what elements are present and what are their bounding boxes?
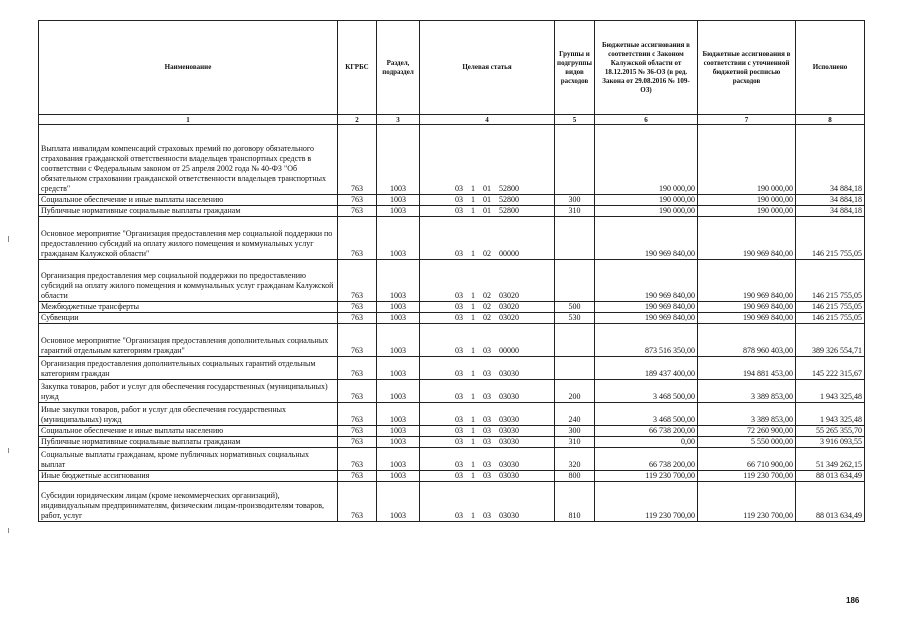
row-law-allocation: 3 468 500,00 (595, 403, 698, 426)
row-executed: 146 215 755,05 (796, 302, 865, 313)
header-refined-allocations: Бюджетные ассигнования в соответствии с уточненной бюджетной росписью расходов (698, 21, 796, 115)
row-refined-allocation: 190 969 840,00 (698, 217, 796, 260)
header-target-article: Целевая статья (420, 21, 555, 115)
margin-mark (8, 236, 9, 242)
row-refined-allocation: 3 389 853,00 (698, 403, 796, 426)
row-section: 1003 (377, 260, 420, 302)
row-section: 1003 (377, 302, 420, 313)
row-kgrbs: 763 (338, 471, 377, 482)
row-law-allocation: 190 000,00 (595, 125, 698, 195)
table-row (39, 437, 865, 448)
row-kgrbs: 763 (338, 380, 377, 403)
row-executed: 146 215 755,05 (796, 260, 865, 302)
row-name: Выплата инвалидам компенсаций страховых премий по договору обязательного страхования гражданской ответственности владельцев транспортных средств в соответствии с Федеральным законом от 25 апреля 2002 года № 40-ФЗ "Об обязательном страховании гражданской ответственности владельцев транспортных средств" (39, 125, 338, 195)
table-row (39, 448, 865, 471)
row-refined-allocation: 190 000,00 (698, 125, 796, 195)
table-row (39, 403, 865, 426)
row-law-allocation: 190 969 840,00 (595, 313, 698, 324)
col-number: 2 (338, 115, 377, 125)
row-refined-allocation: 190 000,00 (698, 195, 796, 206)
row-executed: 146 215 755,05 (796, 313, 865, 324)
table-row (39, 426, 865, 437)
row-executed: 55 265 355,70 (796, 426, 865, 437)
row-expense-group: 320 (555, 448, 595, 471)
row-kgrbs: 763 (338, 324, 377, 357)
row-expense-group: 300 (555, 426, 595, 437)
row-target-article: 03 1 01 52800 (420, 195, 555, 206)
row-law-allocation: 873 516 350,00 (595, 324, 698, 357)
row-name: Основное мероприятие "Организация предоставления мер социальной поддержки по предоставлению субсидий на оплату жилого помещения и коммунальных услуг гражданам Калужской области" (39, 217, 338, 260)
row-refined-allocation: 190 969 840,00 (698, 260, 796, 302)
row-kgrbs: 763 (338, 357, 377, 380)
row-section: 1003 (377, 357, 420, 380)
header-number-row (39, 115, 865, 125)
row-section: 1003 (377, 324, 420, 357)
table-row (39, 125, 865, 195)
row-expense-group: 500 (555, 302, 595, 313)
row-executed: 3 916 093,55 (796, 437, 865, 448)
row-expense-group (555, 260, 595, 302)
row-name: Основное мероприятие "Организация предоставления дополнительных социальных гарантий отдельным категориям граждан" (39, 324, 338, 357)
row-target-article: 03 1 03 03030 (420, 448, 555, 471)
row-executed: 34 884,18 (796, 206, 865, 217)
row-law-allocation: 66 738 200,00 (595, 448, 698, 471)
row-kgrbs: 763 (338, 302, 377, 313)
table-row (39, 302, 865, 313)
row-expense-group (555, 217, 595, 260)
col-number: 8 (796, 115, 865, 125)
row-law-allocation: 0,00 (595, 437, 698, 448)
row-refined-allocation: 194 881 453,00 (698, 357, 796, 380)
table-row (39, 471, 865, 482)
row-kgrbs: 763 (338, 313, 377, 324)
margin-mark (8, 528, 9, 533)
row-name: Организация предоставления мер социальной поддержки по предоставлению субсидий на оплату жилого помещения и коммунальных услуг гражданам Калужской области (39, 260, 338, 302)
row-kgrbs: 763 (338, 195, 377, 206)
row-target-article: 03 1 03 00000 (420, 324, 555, 357)
row-kgrbs: 763 (338, 482, 377, 522)
page-number: 186 (846, 596, 860, 605)
row-target-article: 03 1 03 03030 (420, 357, 555, 380)
row-target-article: 03 1 03 03030 (420, 471, 555, 482)
header-name: Наименование (39, 21, 338, 115)
row-target-article: 03 1 01 52800 (420, 125, 555, 195)
table-row (39, 217, 865, 260)
row-name: Иные бюджетные ассигнования (39, 471, 338, 482)
table-row (39, 380, 865, 403)
row-kgrbs: 763 (338, 448, 377, 471)
row-expense-group: 310 (555, 437, 595, 448)
table-row (39, 482, 865, 522)
row-law-allocation: 3 468 500,00 (595, 380, 698, 403)
row-refined-allocation: 119 230 700,00 (698, 482, 796, 522)
row-section: 1003 (377, 125, 420, 195)
row-name: Социальное обеспечение и иные выплаты населению (39, 195, 338, 206)
table-row (39, 206, 865, 217)
row-executed: 88 013 634,49 (796, 482, 865, 522)
row-executed: 389 326 554,71 (796, 324, 865, 357)
budget-table (38, 20, 865, 522)
row-kgrbs: 763 (338, 217, 377, 260)
row-section: 1003 (377, 195, 420, 206)
row-expense-group: 810 (555, 482, 595, 522)
row-section: 1003 (377, 403, 420, 426)
row-section: 1003 (377, 448, 420, 471)
row-kgrbs: 763 (338, 437, 377, 448)
row-refined-allocation: 190 969 840,00 (698, 313, 796, 324)
table-row (39, 313, 865, 324)
row-target-article: 03 1 03 03030 (420, 426, 555, 437)
row-expense-group (555, 357, 595, 380)
row-target-article: 03 1 03 03030 (420, 437, 555, 448)
row-name: Закупка товаров, работ и услуг для обеспечения государственных (муниципальных) нужд (39, 380, 338, 403)
row-section: 1003 (377, 471, 420, 482)
table-row (39, 260, 865, 302)
row-target-article: 03 1 01 52800 (420, 206, 555, 217)
row-expense-group: 800 (555, 471, 595, 482)
header-law-allocations: Бюджетные ассигнования в соответствии с Законом Калужской области от 18.12.2015 № 36-ОЗ (в ред. Закона от 29.08.2016 № 109-ОЗ) (595, 21, 698, 115)
row-section: 1003 (377, 380, 420, 403)
row-refined-allocation: 190 000,00 (698, 206, 796, 217)
row-name: Публичные нормативные социальные выплаты гражданам (39, 206, 338, 217)
col-number: 4 (420, 115, 555, 125)
row-expense-group: 200 (555, 380, 595, 403)
row-name: Субсидии юридическим лицам (кроме некоммерческих организаций), индивидуальным предпринимателям, физическим лицам-производителям товаров, работ, услуг (39, 482, 338, 522)
header-executed: Исполнено (796, 21, 865, 115)
col-number: 5 (555, 115, 595, 125)
row-expense-group: 300 (555, 195, 595, 206)
row-refined-allocation: 5 550 000,00 (698, 437, 796, 448)
row-section: 1003 (377, 426, 420, 437)
row-refined-allocation: 119 230 700,00 (698, 471, 796, 482)
row-executed: 34 884,18 (796, 125, 865, 195)
row-name: Социальные выплаты гражданам, кроме публичных нормативных социальных выплат (39, 448, 338, 471)
row-kgrbs: 763 (338, 426, 377, 437)
row-law-allocation: 190 969 840,00 (595, 302, 698, 313)
row-refined-allocation: 878 960 403,00 (698, 324, 796, 357)
col-number: 3 (377, 115, 420, 125)
row-expense-group: 310 (555, 206, 595, 217)
margin-mark (8, 448, 9, 453)
row-law-allocation: 190 969 840,00 (595, 260, 698, 302)
row-name: Социальное обеспечение и иные выплаты населению (39, 426, 338, 437)
row-refined-allocation: 72 260 900,00 (698, 426, 796, 437)
row-kgrbs: 763 (338, 260, 377, 302)
row-section: 1003 (377, 437, 420, 448)
row-executed: 1 943 325,48 (796, 380, 865, 403)
row-expense-group: 240 (555, 403, 595, 426)
row-law-allocation: 190 969 840,00 (595, 217, 698, 260)
header-row (39, 21, 865, 115)
row-target-article: 03 1 02 03020 (420, 313, 555, 324)
row-law-allocation: 119 230 700,00 (595, 471, 698, 482)
col-number: 1 (39, 115, 338, 125)
row-section: 1003 (377, 313, 420, 324)
row-target-article: 03 1 02 03020 (420, 302, 555, 313)
row-expense-group: 530 (555, 313, 595, 324)
row-section: 1003 (377, 482, 420, 522)
row-expense-group (555, 125, 595, 195)
table-row (39, 357, 865, 380)
row-refined-allocation: 66 710 900,00 (698, 448, 796, 471)
row-law-allocation: 190 000,00 (595, 206, 698, 217)
header-section: Раздел, подраздел (377, 21, 420, 115)
header-expense-groups: Группы и подгруппы видов расходов (555, 21, 595, 115)
col-number: 7 (698, 115, 796, 125)
table-row (39, 195, 865, 206)
row-executed: 51 349 262,15 (796, 448, 865, 471)
row-kgrbs: 763 (338, 403, 377, 426)
row-executed: 146 215 755,05 (796, 217, 865, 260)
row-law-allocation: 189 437 400,00 (595, 357, 698, 380)
row-name: Межбюджетные трансферты (39, 302, 338, 313)
header-kgrbs: КГРБС (338, 21, 377, 115)
row-expense-group (555, 324, 595, 357)
row-refined-allocation: 3 389 853,00 (698, 380, 796, 403)
row-name: Субвенции (39, 313, 338, 324)
row-name: Иные закупки товаров, работ и услуг для обеспечения государственных (муниципальных) нужд (39, 403, 338, 426)
row-target-article: 03 1 03 03030 (420, 380, 555, 403)
row-target-article: 03 1 02 00000 (420, 217, 555, 260)
row-law-allocation: 119 230 700,00 (595, 482, 698, 522)
col-number: 6 (595, 115, 698, 125)
row-section: 1003 (377, 206, 420, 217)
row-executed: 34 884,18 (796, 195, 865, 206)
row-executed: 145 222 315,67 (796, 357, 865, 380)
table-row (39, 324, 865, 357)
row-executed: 88 013 634,49 (796, 471, 865, 482)
row-section: 1003 (377, 217, 420, 260)
row-law-allocation: 66 738 200,00 (595, 426, 698, 437)
row-kgrbs: 763 (338, 206, 377, 217)
row-name: Организация предоставления дополнительных социальных гарантий отдельным категориям граждан (39, 357, 338, 380)
row-law-allocation: 190 000,00 (595, 195, 698, 206)
row-refined-allocation: 190 969 840,00 (698, 302, 796, 313)
row-target-article: 03 1 03 03030 (420, 403, 555, 426)
row-kgrbs: 763 (338, 125, 377, 195)
row-target-article: 03 1 02 03020 (420, 260, 555, 302)
row-target-article: 03 1 03 03030 (420, 482, 555, 522)
row-executed: 1 943 325,48 (796, 403, 865, 426)
row-name: Публичные нормативные социальные выплаты гражданам (39, 437, 338, 448)
